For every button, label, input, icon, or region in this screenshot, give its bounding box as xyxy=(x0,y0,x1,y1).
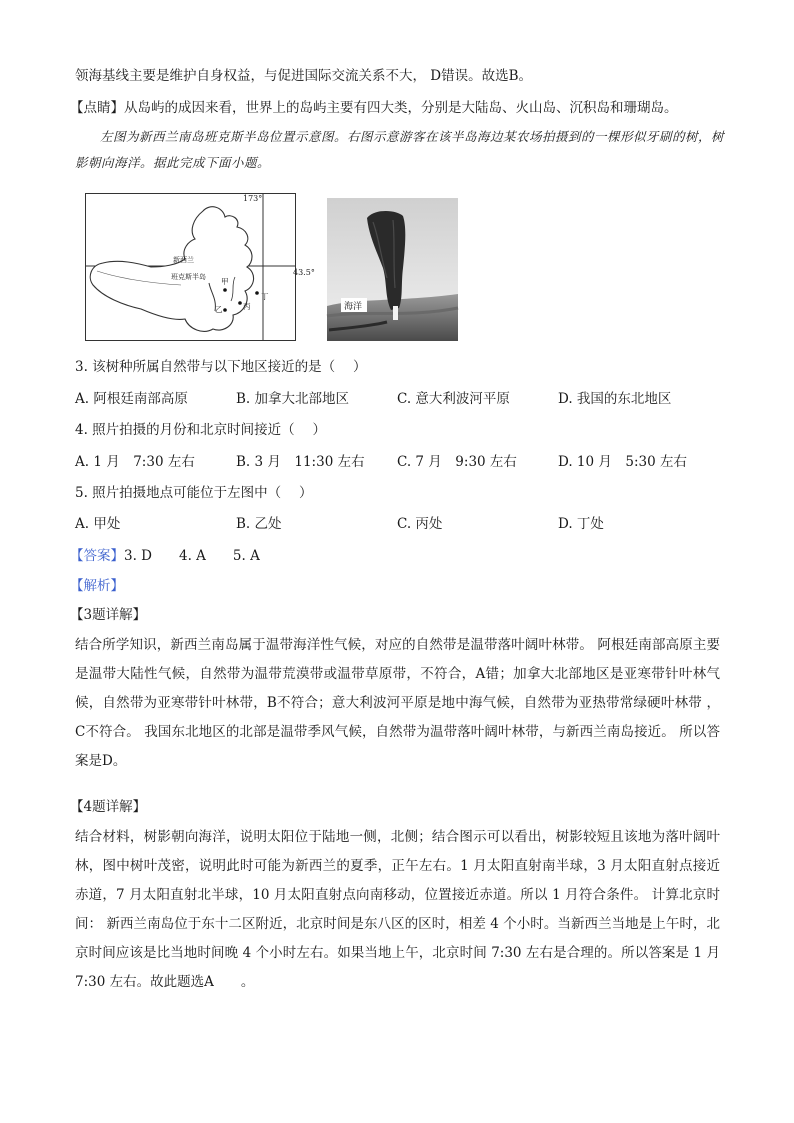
question-3-option-a[interactable]: A. 阿根廷南部高原 xyxy=(75,391,188,407)
question-3-stem: 3. 该树种所属自然带与以下地区接近的是（ ） xyxy=(75,359,367,375)
tree-trunk xyxy=(393,306,398,320)
question-5-option-c[interactable]: C. 丙处 xyxy=(397,516,443,532)
q3-detail-tag: 【3题详解】 xyxy=(70,607,147,623)
point-ding-label: 丁 xyxy=(261,292,269,301)
question-3-option-d[interactable]: D. 我国的东北地区 xyxy=(558,391,672,407)
question-intro: 左图为新西兰南岛班克斯半岛位置示意图。右图示意游客在该半岛海边某农场拍摄到的一棵形似牙刷的树，树影朝向海洋。据此完成下面小题。 xyxy=(75,129,725,170)
question-4-stem: 4. 照片拍摄的月份和北京时间接近（ ） xyxy=(75,422,326,438)
question-4-option-a[interactable]: A. 1 月 7:30 左右 xyxy=(75,454,195,470)
region-label-newzealand: 新西兰 xyxy=(173,256,194,264)
key-point-tag: 【点睛】 xyxy=(70,100,124,116)
point-jia-dot xyxy=(223,288,227,292)
point-bing-label: 丙 xyxy=(243,302,251,311)
question-3-option-c[interactable]: C. 意大利波河平原 xyxy=(397,391,510,407)
point-bing-dot xyxy=(238,301,242,305)
q4-detail-tag: 【4题详解】 xyxy=(70,799,147,815)
question-4-option-b[interactable]: B. 3 月 11:30 左右 xyxy=(236,454,365,470)
question-5-option-d[interactable]: D. 丁处 xyxy=(558,516,604,532)
question-5-option-a[interactable]: A. 甲处 xyxy=(75,516,121,532)
q3-detail-text: 结合所学知识，新西兰南岛属于温带海洋性气候，对应的自然带是温带落叶阔叶林带。 阿根廷南部高原主要是温带大陆性气候，自然带为温带荒漠带或温带草原带，不符合，A错；加拿大北部地区是亚寒带针叶林气候，自然带为亚寒带针叶林带，B不符合；意大利波河平原是地中海气候，自然带为亚热带常绿硬叶林带 ，C不符合。 我国东北地区的北部是温带季风气候，自然带为温带落叶阔叶林带，与新西兰南岛接近。 所以答案是D。 xyxy=(75,637,720,769)
analysis-tag: 【解析】 xyxy=(70,578,124,594)
question-5-stem: 5. 照片拍摄地点可能位于左图中（ ） xyxy=(75,485,313,501)
question-5-option-b[interactable]: B. 乙处 xyxy=(236,516,282,532)
question-4-option-d[interactable]: D. 10 月 5:30 左右 xyxy=(558,454,688,470)
point-yi-label: 乙 xyxy=(215,305,223,314)
question-3-option-b[interactable]: B. 加拿大北部地区 xyxy=(236,391,350,407)
answer-line xyxy=(70,546,260,566)
answer-text: 3. D 4. A 5. A xyxy=(124,548,260,564)
longitude-label: 173° xyxy=(243,194,263,203)
previous-explanation-end: 领海基线主要是维护自身权益，与促进国际交流关系不大， D错误。故选B。 xyxy=(75,68,533,84)
key-point-line xyxy=(70,98,678,118)
point-yi-dot xyxy=(223,308,227,312)
q4-detail-text: 结合材料，树影朝向海洋，说明太阳位于陆地一侧，北侧；结合图示可以看出，树影较短且该地为落叶阔叶林，图中树叶茂密，说明此时可能为新西兰的夏季，正午左右。1 月太阳直射南半球，3 月太阳直射点接近赤道，7 月太阳直射北半球，10 月太阳直射点向南移动，位置接近赤道。所以 1 月符合条件。 计算北京时间： 新西兰南岛位于东十二区附近，北京时间是东八区的区时，相差 4 个小时。当新西兰当地是上午时，北京时间应该是比当地时间晚 4 个小时左右。如果当地上午，北京时间 7:30 左右是合理的。所以答案是 1 月 7:30 左右。故此题选A 。 xyxy=(75,829,720,990)
toothbrush-tree-photo xyxy=(327,198,458,341)
region-label-banks: 班克斯半岛 xyxy=(171,273,206,281)
point-ding-dot xyxy=(255,291,259,295)
banks-peninsula-map xyxy=(85,193,315,341)
key-point-text: 从岛屿的成因来看，世界上的岛屿主要有四大类，分别是大陆岛、火山岛、沉积岛和珊瑚岛。 xyxy=(124,100,678,116)
latitude-label: 43.5° xyxy=(293,268,315,277)
point-jia-label: 甲 xyxy=(221,277,229,286)
question-4-option-c[interactable]: C. 7 月 9:30 左右 xyxy=(397,454,517,470)
ocean-label: 海洋 xyxy=(344,302,363,312)
answer-tag: 【答案】 xyxy=(70,548,124,564)
